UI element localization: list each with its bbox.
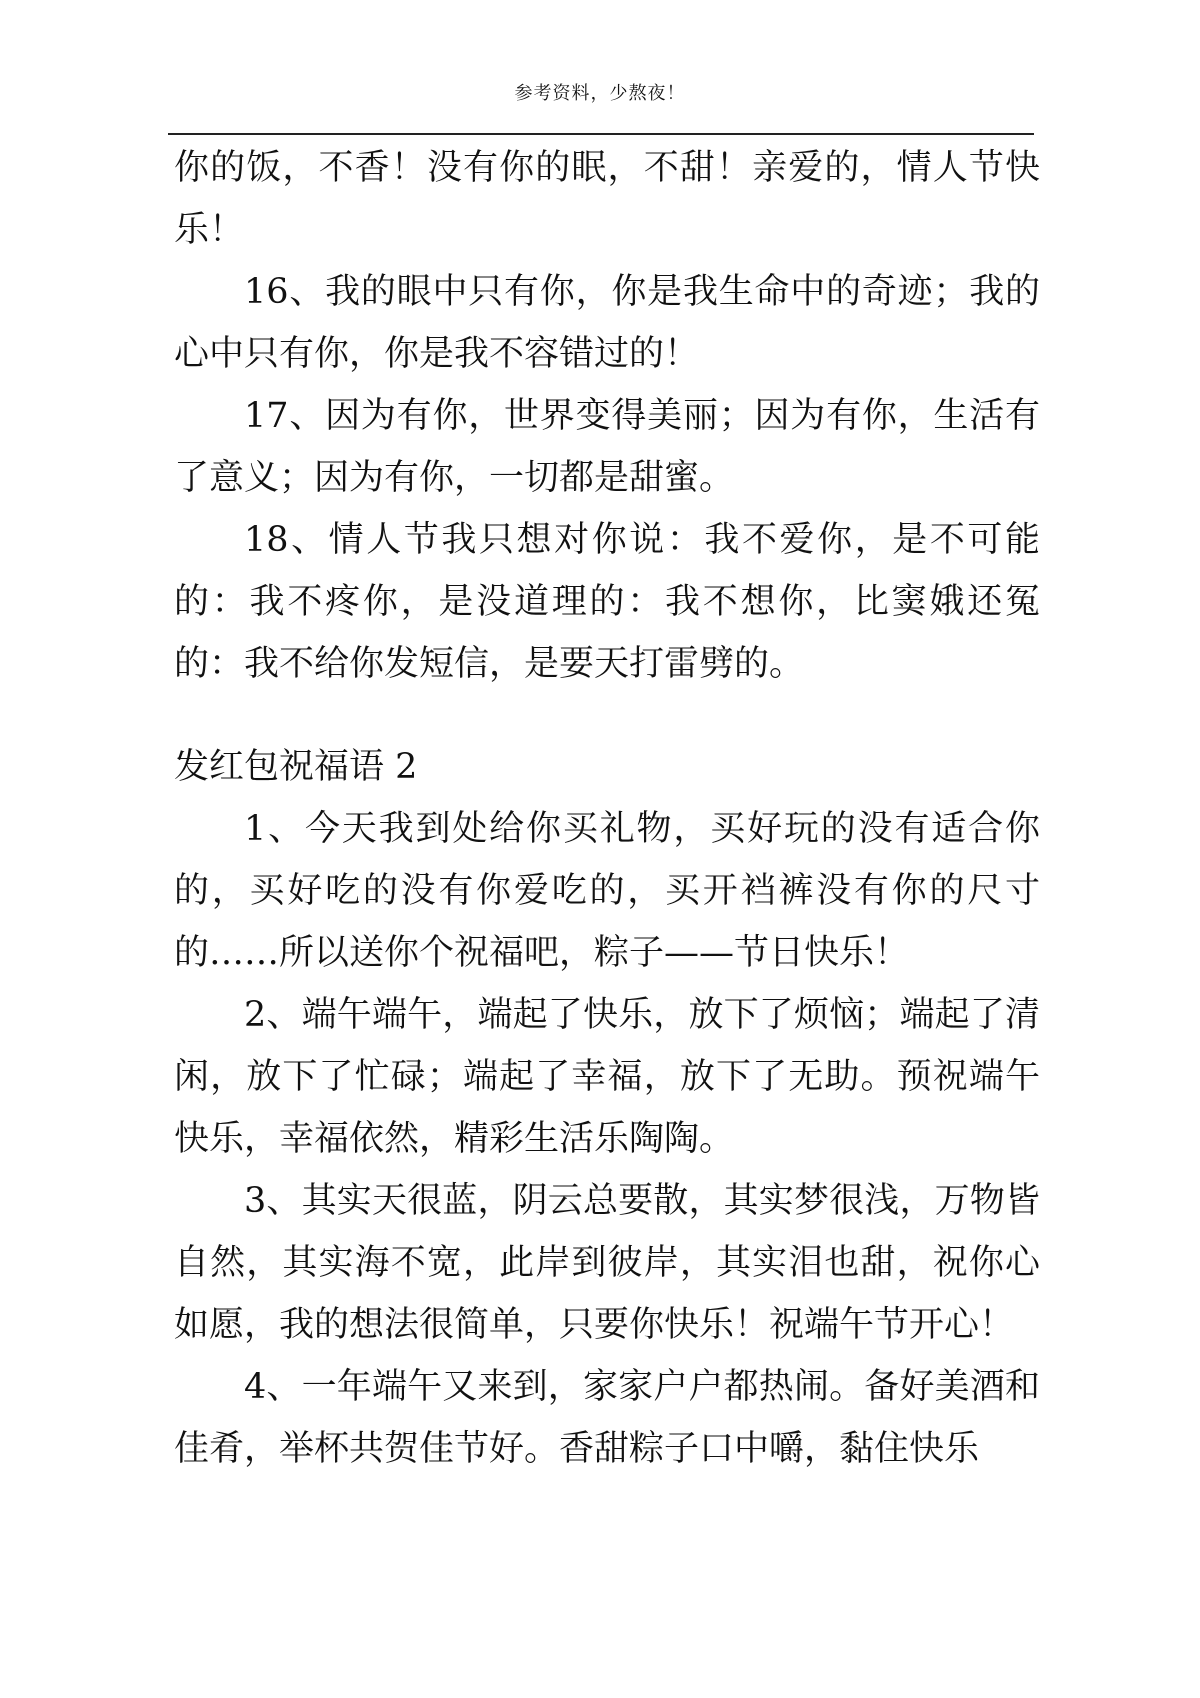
header-rule — [168, 133, 1034, 135]
page-header: 参考资料，少熬夜！ — [514, 83, 686, 104]
paragraph-item-3: 3、其实天很蓝，阴云总要散，其实梦很浅，万物皆自然，其实海不宽，此岸到彼岸，其实泪也甜，祝你心如愿，我的想法很简单，只要你快乐！祝端午节开心！ — [174, 1181, 1040, 1345]
paragraph-continued: 你的饭，不香！没有你的眠，不甜！亲爱的，情人节快乐！ — [174, 148, 1040, 250]
document-body — [174, 137, 1040, 1480]
paragraph-item-4: 4、一年端午又来到，家家户户都热闹。备好美酒和佳肴，举杯共贺佳节好。香甜粽子口中嚼，黏住快乐 — [174, 1367, 1040, 1469]
paragraph-item-17: 17、因为有你，世界变得美丽；因为有你，生活有了意义；因为有你，一切都是甜蜜。 — [174, 396, 1040, 498]
paragraph-item-1: 1、今天我到处给你买礼物，买好玩的没有适合你的，买好吃的没有你爱吃的，买开裆裤没有你的尺寸的……所以送你个祝福吧，粽子——节日快乐！ — [174, 809, 1040, 973]
paragraph-item-16: 16、我的眼中只有你，你是我生命中的奇迹；我的心中只有你，你是我不容错过的！ — [174, 272, 1040, 374]
section-title: 发红包祝福语 2 — [174, 747, 418, 787]
paragraph-item-2: 2、端午端午，端起了快乐，放下了烦恼；端起了清闲，放下了忙碌；端起了幸福，放下了无助。预祝端午快乐，幸福依然，精彩生活乐陶陶。 — [174, 995, 1040, 1159]
paragraph-item-18: 18、情人节我只想对你说：我不爱你，是不可能的：我不疼你，是没道理的：我不想你，比窦娥还冤的：我不给你发短信，是要天打雷劈的。 — [174, 520, 1040, 684]
